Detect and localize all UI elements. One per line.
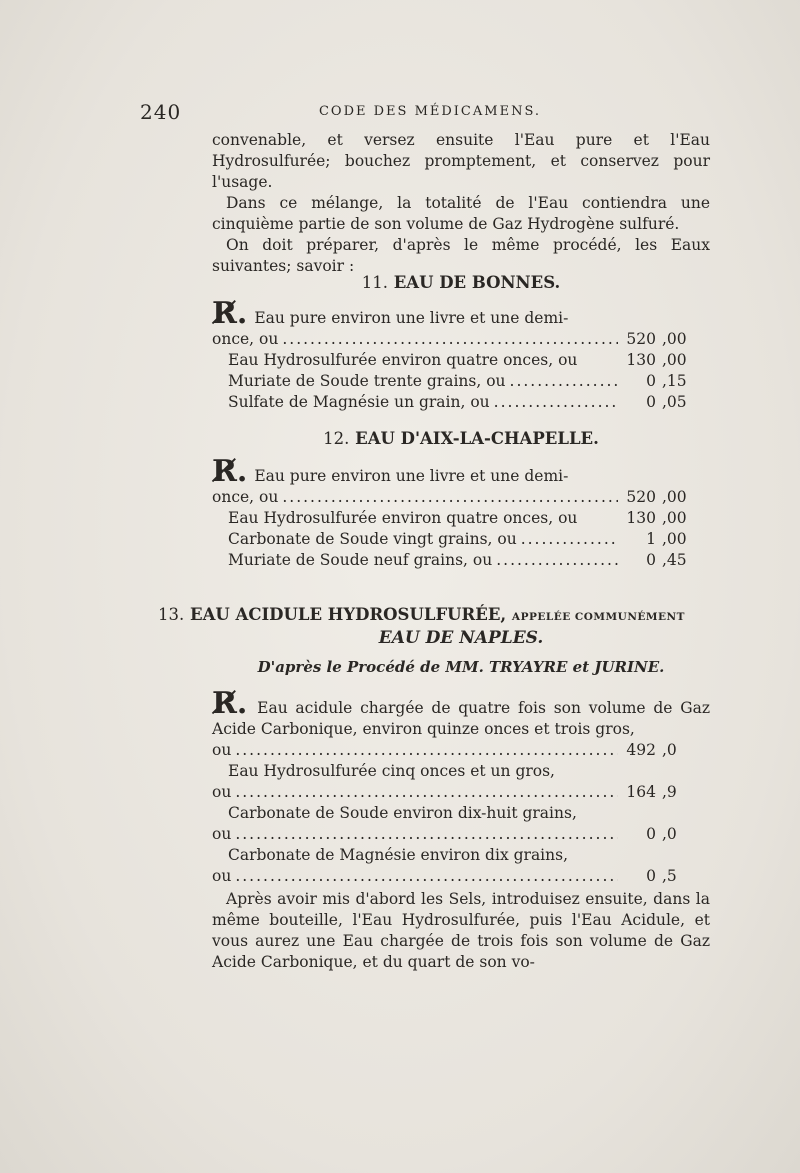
section-12-number: 12.: [323, 429, 350, 448]
recipe-symbol: R̸.: [212, 686, 248, 721]
section-12-recipe: [212, 454, 710, 571]
recipe-first-text: Eau acidule chargée de quatre fois son volume de Gaz Acide Carbonique, environ quinze onces et trois gros,: [212, 699, 710, 738]
ingredient-text: Carbonate de Magnésie environ dix grains,: [228, 846, 569, 864]
ingredient-row: Muriate de Soude neuf grains, ou ..... 0 ,45: [212, 550, 710, 571]
ingredient-row: Eau Hydrosulfurée environ quatre onces, ou 130 ,00: [228, 351, 687, 369]
section-12: [212, 428, 710, 571]
ingredient-row: ou ..... 492 ,0: [212, 740, 710, 761]
section-13-title: EAU ACIDULE HYDROSULFURÉE,: [190, 605, 507, 624]
section-13-subtitle: EAU DE NAPLES.: [378, 628, 544, 648]
section-11: [212, 272, 710, 413]
section-13-small-caps: APPELÉE COMMUNÉMENT: [511, 611, 685, 623]
section-13-heading: [158, 604, 718, 628]
recipe-symbol: R̸.: [212, 296, 248, 331]
section-13-recipe: [212, 686, 710, 973]
section-13: [212, 628, 710, 973]
ingredient-text: Carbonate de Soude environ dix-huit grains,: [228, 804, 577, 822]
ingredient-row: Sulfate de Magnésie un grain, ou ..... 0 ,05: [212, 392, 710, 413]
section-11-heading: [212, 272, 710, 294]
recipe-symbol: R̸.: [212, 454, 248, 489]
section-13-procede: D'après le Procédé de MM. TRYAYRE et JURINE.: [257, 658, 665, 676]
page-header: [140, 100, 720, 122]
intro-block: [212, 130, 710, 277]
ingredient-text: Eau Hydrosulfurée cinq onces et un gros,: [228, 762, 555, 780]
recipe-first-line: Eau pure environ une livre et une demi-: [254, 467, 569, 485]
section-11-number: 11.: [361, 273, 388, 292]
section-12-heading: [212, 428, 710, 450]
ingredient-row: once, ou ..... 520 ,00: [212, 487, 710, 508]
intro-paragraph-3: On doit préparer, d'après le même procédé, les Eaux suivantes; savoir :: [212, 236, 710, 275]
section-13-number: 13.: [158, 605, 185, 624]
intro-paragraph-2: Dans ce mélange, la totalité de l'Eau contiendra une cinquième partie de son volume de Gaz Hydrogène sulfuré.: [212, 194, 710, 233]
ingredient-row: Eau Hydrosulfurée environ quatre onces, ou 130 ,00: [228, 509, 687, 527]
ingredient-row: Muriate de Soude trente grains, ou ..... 0 ,15: [212, 371, 710, 392]
section-11-title: EAU DE BONNES.: [393, 273, 561, 292]
ingredient-row: once, ou ..... 520 ,00: [212, 329, 710, 350]
page-number: 240: [140, 100, 182, 124]
ingredient-row: ou ..... 0 ,0: [212, 824, 710, 845]
running-title: CODE DES MÉDICAMENS.: [318, 104, 542, 119]
intro-paragraph-1: convenable, et versez ensuite l'Eau pure et l'Eau Hydrosulfurée; bouchez promptement, et conservez pour l'usage.: [212, 131, 710, 191]
recipe-first-line: Eau pure environ une livre et une demi-: [254, 309, 569, 327]
ingredient-row: Carbonate de Soude vingt grains, ou ..... 1 ,00: [212, 529, 710, 550]
final-paragraph: Après avoir mis d'abord les Sels, introduisez ensuite, dans la même bouteille, l'Eau Hydrosulfurée, puis l'Eau Acidule, et vous aurez une Eau chargée de trois fois son volume de Gaz Acide Carbonique, et du quart de son vo-: [212, 890, 710, 971]
ingredient-row: ou ..... 164 ,9: [212, 782, 710, 803]
section-11-recipe: [212, 296, 710, 413]
ingredient-row: ou ..... 0 ,5: [212, 866, 710, 887]
section-12-title: EAU D'AIX-LA-CHAPELLE.: [355, 429, 599, 448]
